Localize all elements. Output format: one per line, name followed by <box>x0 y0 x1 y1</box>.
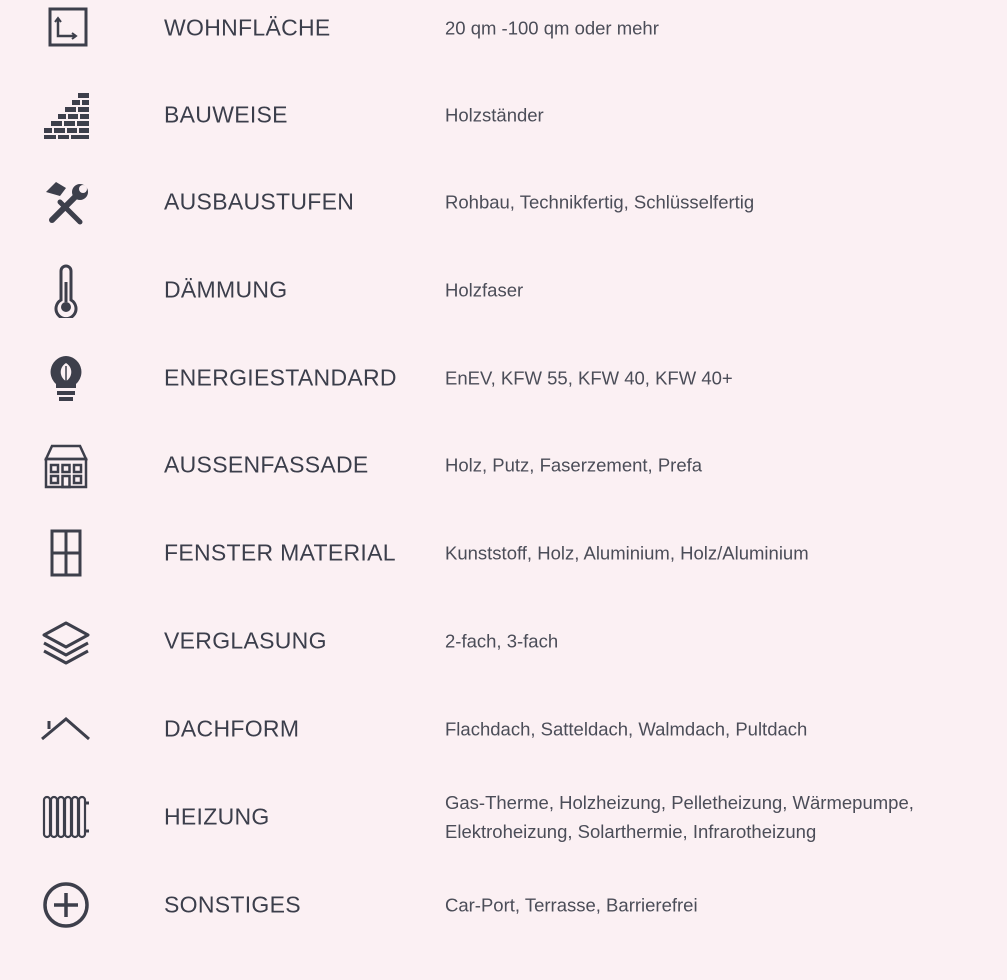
roof-icon <box>38 701 94 757</box>
spec-value: Gas-Therme, Holzheizung, Pelletheizung, Wärmepumpe, Elektroheizung, Solarthermie, Infrarotheizung <box>445 792 914 842</box>
spec-row-daemmung <box>0 246 1007 334</box>
plus-circle-icon <box>38 877 94 933</box>
spec-row-fenster-material <box>0 509 1007 597</box>
spec-row-heizung <box>0 773 1007 861</box>
tools-icon <box>38 174 94 230</box>
thermometer-icon <box>38 262 94 318</box>
brick-wall-icon <box>38 87 94 143</box>
building-facade-icon <box>38 437 94 493</box>
spec-label: DACHFORM <box>164 715 300 742</box>
spec-value: 2-fach, 3-fach <box>445 630 559 652</box>
spec-row-wohnflaeche <box>0 0 1007 72</box>
spec-label: WOHNFLÄCHE <box>164 14 331 41</box>
spec-label: AUSBAUSTUFEN <box>164 188 355 215</box>
spec-row-sonstiges <box>0 861 1007 949</box>
spec-label: AUSSENFASSADE <box>164 451 369 478</box>
spec-row-ausbaustufen <box>0 158 1007 246</box>
spec-value: Car-Port, Terrasse, Barrierefrei <box>445 894 698 916</box>
spec-label: BAUWEISE <box>164 101 288 128</box>
spec-value: Flachdach, Satteldach, Walmdach, Pultdach <box>445 718 808 740</box>
spec-row-dachform <box>0 685 1007 773</box>
spec-row-energiestandard <box>0 334 1007 422</box>
spec-label: SONSTIGES <box>164 891 301 918</box>
spec-row-aussenfassade <box>0 421 1007 509</box>
spec-value: Rohbau, Technikfertig, Schlüsselfertig <box>445 191 755 213</box>
spec-label: FENSTER MATERIAL <box>164 539 396 566</box>
area-icon <box>38 0 94 56</box>
spec-row-verglasung <box>0 597 1007 685</box>
layers-icon <box>38 613 94 669</box>
window-icon <box>38 525 94 581</box>
radiator-icon <box>38 789 94 845</box>
spec-label: DÄMMUNG <box>164 276 288 303</box>
spec-value: Holzständer <box>445 104 544 126</box>
spec-value: EnEV, KFW 55, KFW 40, KFW 40+ <box>445 367 733 389</box>
spec-row-bauweise <box>0 71 1007 159</box>
spec-label: VERGLASUNG <box>164 627 327 654</box>
spec-value: 20 qm -100 qm oder mehr <box>445 17 659 39</box>
spec-value: Kunststoff, Holz, Aluminium, Holz/Aluminium <box>445 542 809 564</box>
eco-bulb-icon <box>38 350 94 406</box>
spec-label: HEIZUNG <box>164 803 270 830</box>
spec-value: Holzfaser <box>445 279 524 301</box>
spec-label: ENERGIESTANDARD <box>164 364 397 391</box>
spec-value: Holz, Putz, Faserzement, Prefa <box>445 454 703 476</box>
